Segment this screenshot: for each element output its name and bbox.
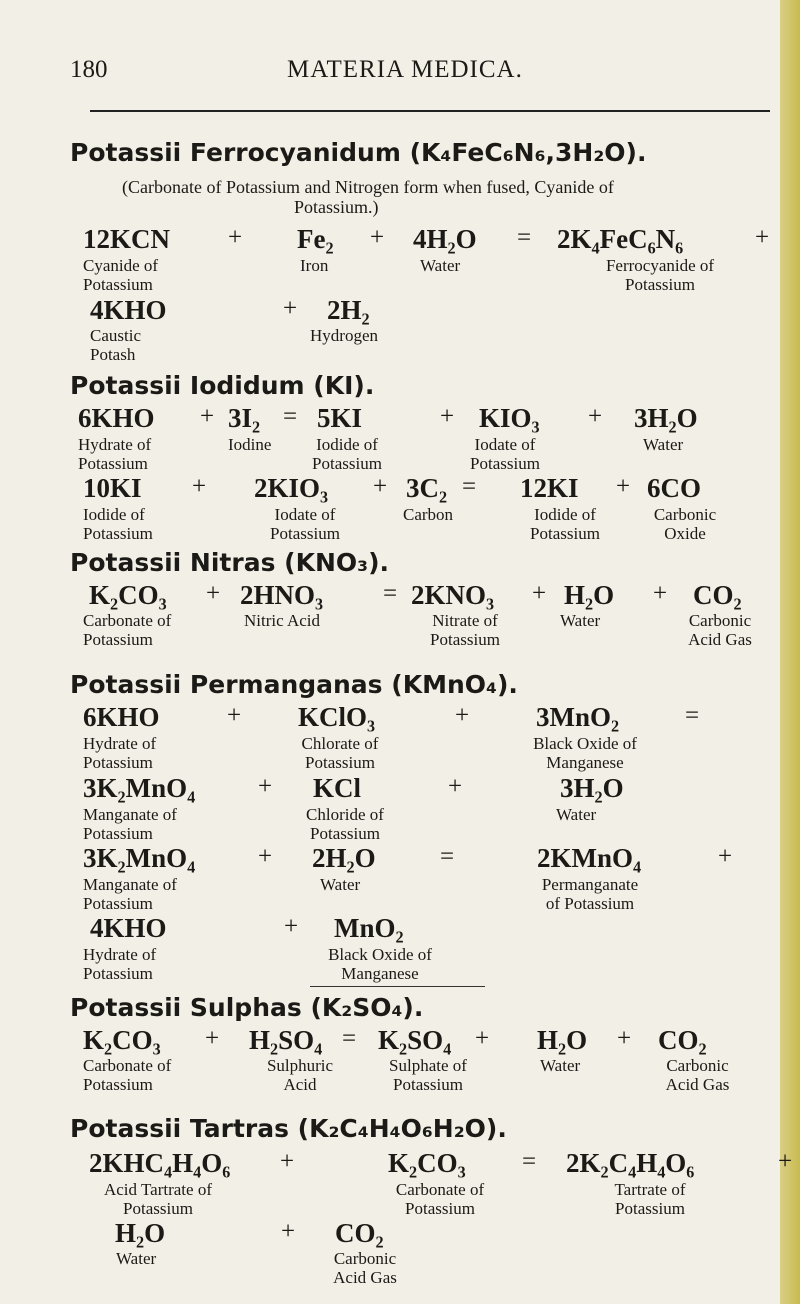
formula: H₂SO₄ xyxy=(249,1025,323,1055)
formula: 6CO xyxy=(647,473,701,503)
section-heading: Potassii Ferrocyanidum (K₄FeC₆N₆,3H₂O). xyxy=(70,138,647,167)
label: Sulphuric Acid xyxy=(266,1056,334,1094)
label: Nitric Acid xyxy=(244,611,321,630)
formula: 3MnO₂ xyxy=(536,702,620,732)
label: Iodide of Potassium xyxy=(83,505,153,543)
label: Carbonic Oxide xyxy=(653,505,717,543)
operator: + xyxy=(370,224,385,251)
label: Iodide of Potassium xyxy=(530,505,600,543)
page-edge xyxy=(780,0,800,1304)
operator: + xyxy=(617,1025,632,1052)
formula: 2H₂O xyxy=(312,843,376,873)
formula: 2K₂C₄H₄O₆ xyxy=(566,1148,695,1178)
label: Cyanide of Potassium xyxy=(83,256,159,294)
formula: 10KI xyxy=(83,473,142,503)
operator: + xyxy=(200,403,215,430)
label: Manganate of Potassium xyxy=(83,805,177,843)
section-rule xyxy=(310,986,485,987)
label: Sulphate of Potassium xyxy=(389,1056,467,1094)
label: Manganate of Potassium xyxy=(83,875,177,913)
label: Carbonate of Potassium xyxy=(83,611,172,649)
label: Black Oxide of Manganese xyxy=(328,945,432,983)
label: Ferrocyanide of Potassium xyxy=(605,256,715,294)
formula: 2HNO₃ xyxy=(240,580,324,610)
label: Iodine xyxy=(228,435,272,454)
label: Chlorate of Potassium xyxy=(301,734,379,772)
label: Carbonic Acid Gas xyxy=(665,1056,730,1094)
formula: 6KHO xyxy=(78,403,155,433)
operator: + xyxy=(280,1148,295,1175)
formula: 2K₄FeC₆N₆ xyxy=(557,224,684,254)
label: Water xyxy=(560,611,601,630)
operator: = xyxy=(440,843,455,870)
operator: + xyxy=(475,1025,490,1052)
operator: = xyxy=(383,580,398,607)
label: Carbonate of Potassium xyxy=(395,1180,485,1218)
label: Nitrate of Potassium xyxy=(430,611,500,649)
operator: + xyxy=(205,1025,220,1052)
operator: = xyxy=(685,702,700,729)
operator: + xyxy=(588,403,603,430)
label: Chloride of Potassium xyxy=(306,805,384,843)
formula: 3C₂ xyxy=(406,473,448,503)
label: Hydrogen xyxy=(310,326,378,345)
formula: 4KHO xyxy=(90,295,167,325)
formula: H₂O xyxy=(564,580,615,610)
operator: + xyxy=(448,773,463,800)
operator: + xyxy=(227,702,242,729)
label: Carbon xyxy=(403,505,454,524)
formula: K₂CO₃ xyxy=(89,580,167,610)
formula: 3H₂O xyxy=(634,403,698,433)
label: Water xyxy=(320,875,361,894)
label: Carbonic Acid Gas xyxy=(333,1249,397,1287)
operator: + xyxy=(616,473,631,500)
formula: KClO₃ xyxy=(298,702,376,732)
label: Black Oxide of Manganese xyxy=(533,734,637,772)
label: Hydrate of Potassium xyxy=(78,435,152,473)
formula: K₂CO₃ xyxy=(83,1025,161,1055)
operator: + xyxy=(778,1148,793,1175)
formula: CO₂ xyxy=(335,1218,384,1248)
operator: + xyxy=(192,473,207,500)
formula: 4KHO xyxy=(90,913,167,943)
operator: + xyxy=(258,843,273,870)
formula: 12KCN xyxy=(83,224,170,254)
formula: KIO₃ xyxy=(479,403,540,433)
label: Carbonic Acid Gas xyxy=(688,611,752,649)
label: Iron xyxy=(300,256,329,275)
formula: 2KIO₃ xyxy=(254,473,329,503)
label: Water xyxy=(420,256,461,275)
label: Water xyxy=(556,805,597,824)
operator: + xyxy=(532,580,547,607)
section-heading: Potassii Iodidum (KI). xyxy=(70,371,375,400)
formula: MnO₂ xyxy=(334,913,404,943)
section-note: (Carbonate of Potassium and Nitrogen form when fused, Cyanide of xyxy=(122,177,614,197)
operator: = xyxy=(517,224,532,251)
label: Water xyxy=(116,1249,157,1268)
label: Water xyxy=(643,435,684,454)
label: Water xyxy=(540,1056,581,1075)
label: Carbonate of Potassium xyxy=(83,1056,172,1094)
operator: + xyxy=(258,773,273,800)
operator: + xyxy=(718,843,733,870)
formula: H₂O xyxy=(115,1218,166,1248)
formula: 3K₂MnO₄ xyxy=(83,773,196,803)
section-note: Potassium.) xyxy=(294,197,379,217)
operator: + xyxy=(206,580,221,607)
section-heading: Potassii Tartras (K₂C₄H₄O₆H₂O). xyxy=(70,1114,507,1143)
formula: 4H₂O xyxy=(413,224,477,254)
operator: + xyxy=(228,224,243,251)
operator: = xyxy=(342,1025,357,1052)
formula: H₂O xyxy=(537,1025,588,1055)
formula: 12KI xyxy=(520,473,579,503)
section-heading: Potassii Nitras (KNO₃). xyxy=(70,548,389,577)
formula: 3H₂O xyxy=(560,773,624,803)
section-heading: Potassii Sulphas (K₂SO₄). xyxy=(70,993,424,1022)
operator: + xyxy=(281,1218,296,1245)
formula: KCl xyxy=(313,773,362,803)
formula: 2KNO₃ xyxy=(411,580,495,610)
formula: 6KHO xyxy=(83,702,160,732)
formula: 3K₂MnO₄ xyxy=(83,843,196,873)
formula: 5KI xyxy=(317,403,363,433)
formula: Fe₂ xyxy=(297,224,334,254)
label: Permanganate of Potassium xyxy=(541,875,639,913)
operator: = xyxy=(283,403,298,430)
page-number: 180 xyxy=(70,56,108,83)
operator: = xyxy=(522,1148,537,1175)
formula: CO₂ xyxy=(658,1025,707,1055)
label: Caustic Potash xyxy=(90,326,141,364)
label: Iodate of Potassium xyxy=(270,505,340,543)
formula: 2H₂ xyxy=(327,295,370,325)
running-title: MATERIA MEDICA. xyxy=(287,56,523,83)
formula: K₂SO₄ xyxy=(378,1025,452,1055)
header-rule xyxy=(90,110,770,112)
label: Hydrate of Potassium xyxy=(83,945,157,983)
formula: 3I₂ xyxy=(228,403,261,433)
operator: + xyxy=(755,224,770,251)
operator: + xyxy=(283,295,298,322)
operator: + xyxy=(284,913,299,940)
operator: + xyxy=(440,403,455,430)
label: Hydrate of Potassium xyxy=(83,734,157,772)
formula: 2KHC₄H₄O₆ xyxy=(89,1148,231,1178)
operator: + xyxy=(373,473,388,500)
operator: + xyxy=(455,702,470,729)
formula: 2KMnO₄ xyxy=(537,843,642,873)
label: Tartrate of Potassium xyxy=(614,1180,686,1218)
operator: + xyxy=(653,580,668,607)
label: Iodate of Potassium xyxy=(470,435,540,473)
label: Iodide of Potassium xyxy=(312,435,382,473)
formula: CO₂ xyxy=(693,580,742,610)
label: Acid Tartrate of Potassium xyxy=(103,1180,212,1218)
section-heading: Potassii Permanganas (KMnO₄). xyxy=(70,670,518,699)
formula: K₂CO₃ xyxy=(388,1148,466,1178)
operator: = xyxy=(462,473,477,500)
